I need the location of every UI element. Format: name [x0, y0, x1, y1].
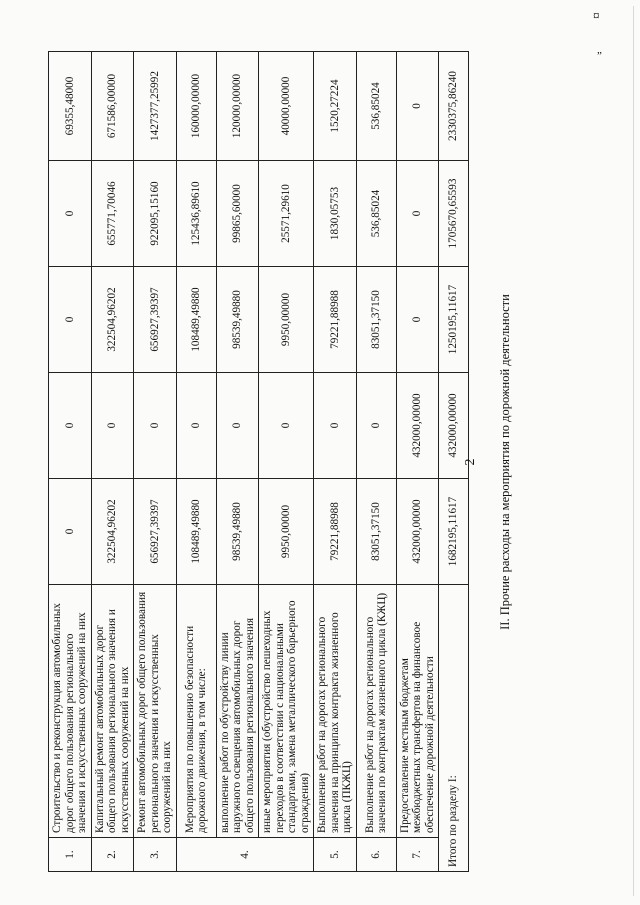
value-cell: 120000,00000 [216, 52, 259, 161]
value-cell: 83051,37150 [356, 479, 396, 585]
table-row [216, 52, 259, 872]
value-cell: 25571,29610 [259, 161, 314, 267]
page-number: 2 [463, 458, 478, 466]
value-cell: 922095,15160 [134, 161, 177, 267]
value-cell: 322504,96202 [91, 267, 134, 373]
value-cell: 108489,49880 [176, 267, 216, 373]
value-cell: 40000,00000 [259, 52, 314, 161]
total-label: Итого по разделу I: [439, 585, 469, 872]
value-cell: 0 [259, 373, 314, 479]
row-name: выполнение работ по обустройству линии наружного освещения автомобильных дорог общего пользования регионального значения [216, 585, 259, 838]
value-cell: 0 [49, 267, 92, 373]
value-cell: 160000,00000 [176, 52, 216, 161]
value-cell: 0 [134, 373, 177, 479]
value-cell: 0 [49, 161, 92, 267]
total-value-cell: 432000,00000 [439, 373, 469, 479]
value-cell: 1520,27224 [314, 52, 357, 161]
row-name: Ремонт автомобильных дорог общего пользования регионального значения и искусственных сооружений на них [134, 585, 177, 838]
row-number: 1. [49, 838, 92, 872]
table-row [356, 52, 396, 872]
value-cell: 0 [49, 479, 92, 585]
row-name: Строительство и реконструкция автомобильных дорог общего пользования регионального значения и искусственных сооружений на них [49, 585, 92, 838]
value-cell: 0 [91, 373, 134, 479]
value-cell: 79221,88988 [314, 479, 357, 585]
value-cell: 656927,39397 [134, 267, 177, 373]
expenses-table [48, 51, 469, 872]
row-name: Капитальный ремонт автомобильных дорог общего пользования регионального значения и искусственных сооружений на них [91, 585, 134, 838]
table-row [49, 52, 92, 872]
row-number: 4. [176, 838, 314, 872]
row-number: 5. [314, 838, 357, 872]
value-cell: 125436,89610 [176, 161, 216, 267]
value-cell: 0 [216, 373, 259, 479]
row-number: 3. [134, 838, 177, 872]
value-cell: 432000,00000 [396, 479, 439, 585]
table-row [314, 52, 357, 872]
value-cell: 69355,48000 [49, 52, 92, 161]
value-cell: 9950,00000 [259, 479, 314, 585]
total-value-cell: 1705670,65593 [439, 161, 469, 267]
table-row [396, 52, 439, 872]
value-cell: 98539,49880 [216, 267, 259, 373]
value-cell: 1427377,25992 [134, 52, 177, 161]
value-cell: 0 [176, 373, 216, 479]
value-cell: 9950,00000 [259, 267, 314, 373]
total-value-cell: 1250195,11617 [439, 267, 469, 373]
value-cell: 536,85024 [356, 52, 396, 161]
value-cell: 98539,49880 [216, 479, 259, 585]
value-cell: 656927,39397 [134, 479, 177, 585]
total-value-cell: 2330375,86240 [439, 52, 469, 161]
row-name: иные мероприятия (обустройство пешеходных переходов в соответствии с национальными стандартами, замена металлического барьерного ограждения) [259, 585, 314, 838]
value-cell: 1830,05753 [314, 161, 357, 267]
value-cell: 83051,37150 [356, 267, 396, 373]
value-cell: 0 [396, 52, 439, 161]
table-row [91, 52, 134, 872]
value-cell: 0 [314, 373, 357, 479]
value-cell: 0 [356, 373, 396, 479]
value-cell: 655771,70046 [91, 161, 134, 267]
page-edge [633, 6, 634, 896]
corner-mark: „ [597, 44, 602, 56]
row-number: 7. [396, 838, 439, 872]
row-name: Выполнение работ на дорогах регионального значения на принципах контракта жизненного цикла (ПКЖЦ) [314, 585, 357, 838]
value-cell: 671586,00000 [91, 52, 134, 161]
table-row [134, 52, 177, 872]
table-row [259, 52, 314, 872]
value-cell: 0 [396, 267, 439, 373]
rotated-content [48, 52, 528, 872]
row-number: 2. [91, 838, 134, 872]
row-name: Предоставление местным бюджетам межбюджетных трансфертов на финансовое обеспечение дорожной деятельности [396, 585, 439, 838]
row-name: Выполнение работ на дорогах регионального значения по контрактам жизненного цикла (КЖЦ) [356, 585, 396, 838]
value-cell: 79221,88988 [314, 267, 357, 373]
value-cell: 0 [49, 373, 92, 479]
value-cell: 322504,96202 [91, 479, 134, 585]
value-cell: 108489,49880 [176, 479, 216, 585]
value-cell: 0 [396, 161, 439, 267]
corner-mark: ¤ [593, 8, 600, 23]
total-value-cell: 1682195,11617 [439, 479, 469, 585]
section-title: II. Прочие расходы на мероприятия по дорожной деятельности [498, 294, 512, 630]
row-number: 6. [356, 838, 396, 872]
table-row [176, 52, 216, 872]
value-cell: 99865,60000 [216, 161, 259, 267]
row-name: Мероприятия по повышению безопасности дорожного движения, в том числе: [176, 585, 216, 838]
value-cell: 536,85024 [356, 161, 396, 267]
value-cell: 432000,00000 [396, 373, 439, 479]
